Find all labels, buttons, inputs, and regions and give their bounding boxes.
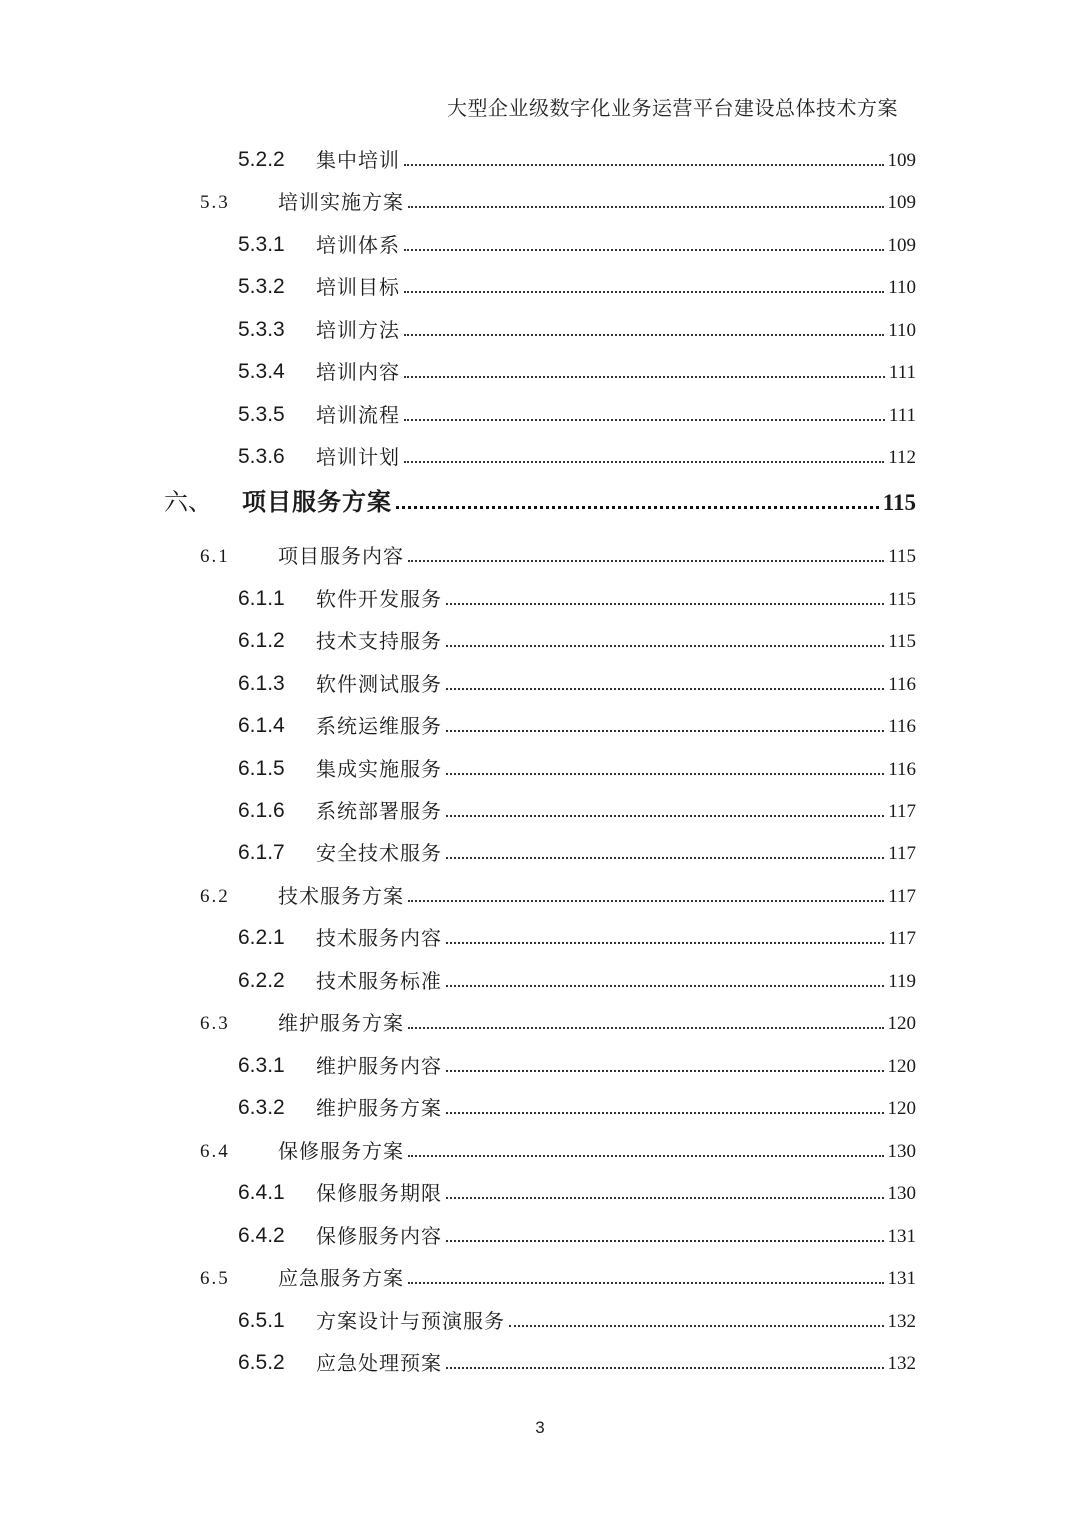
- dot-leader: [404, 164, 884, 166]
- toc-entry[interactable]: [0, 221, 1080, 255]
- dot-leader: [408, 560, 884, 562]
- toc-entry-number: 5.3.3: [238, 318, 285, 341]
- dot-leader: [446, 603, 884, 605]
- toc-entry-number: 6.1: [200, 546, 230, 567]
- dot-leader: [408, 1155, 884, 1157]
- toc-entry-number: 6.4.1: [238, 1181, 285, 1204]
- toc-entry-number: 6.4.2: [238, 1224, 285, 1247]
- toc-entry[interactable]: [0, 136, 1080, 170]
- dot-leader: [404, 376, 885, 378]
- toc-entry-page: 132: [887, 1353, 916, 1374]
- toc-entry[interactable]: [0, 348, 1080, 382]
- toc-entry-page: 116: [888, 674, 916, 695]
- toc-entry-page: 131: [887, 1268, 916, 1289]
- toc-entry-title: 安全技术服务: [316, 843, 446, 863]
- dot-leader: [446, 942, 884, 944]
- toc-entry-number: 6.1.3: [238, 672, 285, 695]
- toc-entry[interactable]: [0, 480, 1080, 514]
- toc-entry[interactable]: [0, 1339, 1080, 1373]
- toc-entry-page: 115: [882, 490, 916, 515]
- toc-entry[interactable]: [0, 433, 1080, 467]
- toc-entry-page: 110: [888, 320, 916, 341]
- dot-leader: [509, 1325, 884, 1327]
- toc-entry-title: 培训内容: [316, 362, 404, 382]
- toc-entry-title: 技术服务方案: [278, 886, 408, 906]
- dot-leader: [446, 688, 884, 690]
- dot-leader: [446, 857, 884, 859]
- toc-entry-number: 6.5.2: [238, 1351, 285, 1374]
- toc-entry[interactable]: [0, 1254, 1080, 1288]
- toc-entry-title: 技术支持服务: [316, 631, 446, 651]
- toc-entry-title: 集成实施服务: [316, 759, 446, 779]
- toc-entry-title: 软件开发服务: [316, 589, 446, 609]
- toc-entry-title: 培训目标: [316, 277, 404, 297]
- toc-entry-number: 6.1.2: [238, 629, 285, 652]
- toc-entry-number: 5.3.2: [238, 275, 285, 298]
- toc-entry-number: 5.3.4: [238, 360, 285, 383]
- toc-entry-title: 技术服务标准: [316, 971, 446, 991]
- toc-entry-number: 6.1.1: [238, 587, 285, 610]
- toc-entry[interactable]: [0, 306, 1080, 340]
- toc-entry-title: 维护服务方案: [316, 1098, 446, 1118]
- toc-entry-title: 项目服务内容: [278, 546, 408, 566]
- dot-leader: [408, 900, 884, 902]
- toc-entry-page: 112: [888, 447, 916, 468]
- toc-entry-title: 系统运维服务: [316, 716, 446, 736]
- toc-entry-page: 111: [888, 405, 916, 426]
- toc-entry-page: 130: [887, 1183, 916, 1204]
- dot-leader: [446, 1070, 884, 1072]
- dot-leader: [446, 1112, 884, 1114]
- toc-entry-title: 保修服务方案: [278, 1141, 408, 1161]
- dot-leader: [446, 1367, 884, 1369]
- toc-entry-number: 6.2: [200, 886, 230, 907]
- dot-leader: [446, 985, 884, 987]
- toc-entry-page: 109: [887, 235, 916, 256]
- toc-entry-number: 5.3.1: [238, 233, 285, 256]
- toc-entry[interactable]: [0, 263, 1080, 297]
- toc-entry-title: 项目服务方案: [242, 490, 396, 514]
- toc-entry-number: 5.3.6: [238, 445, 285, 468]
- dot-leader: [446, 1197, 884, 1199]
- toc-entry[interactable]: [0, 617, 1080, 651]
- toc-entry-title: 维护服务内容: [316, 1056, 446, 1076]
- toc-entry[interactable]: [0, 660, 1080, 694]
- toc-entry-title: 培训方法: [316, 320, 404, 340]
- toc-entry-title: 保修服务内容: [316, 1226, 446, 1246]
- dot-leader: [408, 1282, 884, 1284]
- toc-entry[interactable]: [0, 702, 1080, 736]
- toc-entry-title: 培训计划: [316, 447, 404, 467]
- toc-entry[interactable]: [0, 1127, 1080, 1161]
- toc-entry-number: 6.2.2: [238, 969, 285, 992]
- dot-leader: [446, 645, 884, 647]
- toc-entry-number: 5.3: [200, 192, 230, 213]
- toc-entry-page: 116: [888, 716, 916, 737]
- toc-entry[interactable]: [0, 914, 1080, 948]
- toc-entry-page: 131: [887, 1226, 916, 1247]
- header-rule: [162, 124, 918, 125]
- running-header: 大型企业级数字化业务运营平台建设总体技术方案: [447, 96, 898, 120]
- toc-entry-number: 5.2.2: [238, 148, 285, 171]
- toc-entry-page: 117: [888, 928, 916, 949]
- toc-entry-page: 115: [888, 631, 916, 652]
- toc-entry-title: 培训体系: [316, 235, 404, 255]
- toc-entry-number: 六、: [164, 488, 212, 516]
- toc-entry-number: 6.4: [200, 1141, 230, 1162]
- toc-entry-title: 软件测试服务: [316, 674, 446, 694]
- toc-entry[interactable]: [0, 999, 1080, 1033]
- toc-entry-page: 119: [888, 971, 916, 992]
- page-number: 3: [535, 1418, 545, 1437]
- toc-entry[interactable]: [0, 957, 1080, 991]
- toc-entry-title: 培训流程: [316, 405, 404, 425]
- toc-entry-number: 6.5.1: [238, 1309, 285, 1332]
- toc-entry[interactable]: [0, 872, 1080, 906]
- toc-entry-title: 保修服务期限: [316, 1183, 446, 1203]
- dot-leader: [408, 206, 884, 208]
- toc-entry-title: 技术服务内容: [316, 928, 446, 948]
- toc-entry[interactable]: [0, 787, 1080, 821]
- toc-entry-number: 6.3.1: [238, 1054, 285, 1077]
- toc-entry-title: 集中培训: [316, 150, 404, 170]
- toc-entry-title: 维护服务方案: [278, 1013, 408, 1033]
- toc-entry[interactable]: [0, 829, 1080, 863]
- toc-entry[interactable]: [0, 745, 1080, 779]
- toc-entry-page: 132: [887, 1311, 916, 1332]
- dot-leader: [446, 1240, 884, 1242]
- toc-entry-page: 120: [887, 1056, 916, 1077]
- toc-entry-page: 109: [887, 192, 916, 213]
- toc-entry-page: 109: [887, 150, 916, 171]
- toc-entry-page: 130: [887, 1141, 916, 1162]
- dot-leader: [404, 249, 884, 251]
- dot-leader: [404, 461, 884, 463]
- toc-entry-page: 115: [888, 546, 916, 567]
- toc-entry-page: 115: [888, 589, 916, 610]
- toc-entry-number: 6.2.1: [238, 926, 285, 949]
- toc-entry-number: 6.1.6: [238, 799, 285, 822]
- dot-leader: [446, 815, 884, 817]
- toc-entry-number: 6.1.5: [238, 757, 285, 780]
- toc-entry-number: 6.3: [200, 1013, 230, 1034]
- toc-entry-title: 应急处理预案: [316, 1353, 446, 1373]
- toc-entry[interactable]: [0, 575, 1080, 609]
- dot-leader: [404, 291, 884, 293]
- toc-entry-title: 应急服务方案: [278, 1268, 408, 1288]
- toc-entry[interactable]: [0, 1169, 1080, 1203]
- toc-entry[interactable]: [0, 1084, 1080, 1118]
- toc-entry-number: 5.3.5: [238, 403, 285, 426]
- toc-entry[interactable]: [0, 1297, 1080, 1331]
- toc-entry-page: 117: [888, 843, 916, 864]
- dot-leader: [446, 773, 884, 775]
- dot-leader: [404, 419, 885, 421]
- toc-entry-title: 系统部署服务: [316, 801, 446, 821]
- toc-entry-number: 6.5: [200, 1268, 230, 1289]
- toc-entry-number: 6.3.2: [238, 1096, 285, 1119]
- dot-leader: [396, 506, 879, 509]
- toc-entry[interactable]: [0, 391, 1080, 425]
- toc-entry-page: 111: [888, 362, 916, 383]
- toc-entry[interactable]: [0, 532, 1080, 566]
- toc-entry-page: 116: [888, 759, 916, 780]
- toc-entry-page: 117: [888, 801, 916, 822]
- toc-entry-title: 培训实施方案: [278, 192, 408, 212]
- dot-leader: [404, 334, 884, 336]
- toc-entry[interactable]: [0, 1042, 1080, 1076]
- toc-entry-title: 方案设计与预演服务: [316, 1311, 509, 1331]
- toc-entry-page: 110: [888, 277, 916, 298]
- toc-entry-page: 117: [888, 886, 916, 907]
- dot-leader: [408, 1027, 884, 1029]
- toc-entry-page: 120: [887, 1098, 916, 1119]
- toc-entry-number: 6.1.7: [238, 841, 285, 864]
- toc-entry[interactable]: [0, 1212, 1080, 1246]
- toc-entry[interactable]: [0, 178, 1080, 212]
- toc-entry-number: 6.1.4: [238, 714, 285, 737]
- dot-leader: [446, 730, 884, 732]
- toc-entry-page: 120: [887, 1013, 916, 1034]
